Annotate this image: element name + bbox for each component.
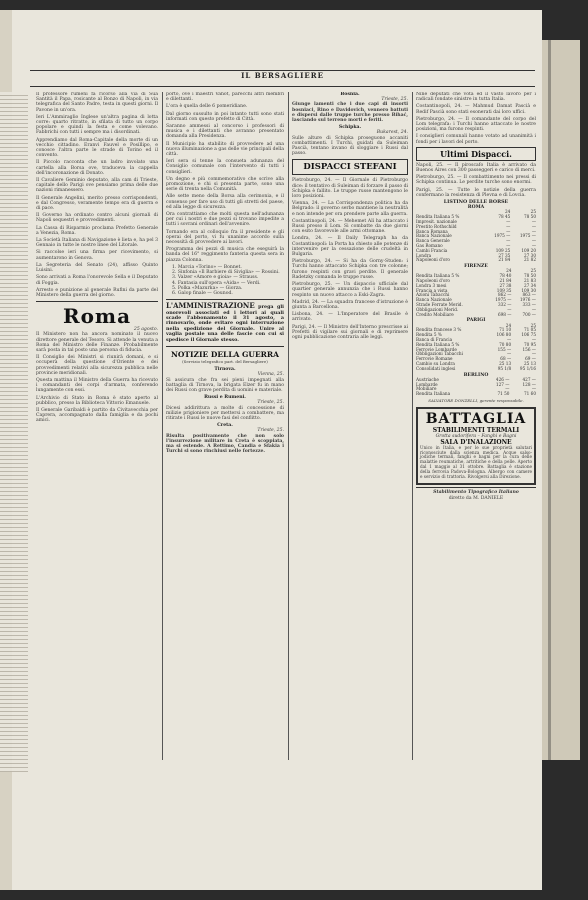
- table-cell: —: [531, 243, 536, 249]
- roma-paragraph: L'Archivio di Stato in Roma è stato aperto al pubblico, presso la Biblioteca Vittorio Emanuele.: [36, 395, 158, 406]
- news-item: Il professore rumeni fa ricorso alla via di Sua Santità il Papa, rosicante al Bonzo di Napoli, in via telegrafica del Santo Padre, testa in questi giorni. Il Pavone in un'ora.: [36, 92, 158, 113]
- news-item: La Società Italiana di Navigazione è lieta e, ha pel 3 Gennaio in tutte le nostre linee del Litorale.: [36, 238, 158, 249]
- news-item: Ieri L'Ammiraglio Inglese un'altra pagina di lotta corre: quarto ritratto, in sfilata di tutto un corpo popolare e quindi la festa e come volevano. Fabbrichi con tutti i sempre ma i disordinati.: [36, 114, 158, 136]
- gerente-line: SALVATORE DONZELLI, gerente responsabile.: [428, 397, 524, 403]
- schipka-heading: Schipka.: [338, 125, 362, 131]
- column-divider-3: [412, 92, 413, 760]
- notizie-guerra-title: NOTIZIE DELLA GUERRA: [171, 349, 279, 359]
- table-cell: —: [506, 223, 511, 229]
- table-cell: Rendita francese 3 %: [416, 327, 462, 333]
- masthead-rule-bottom: [30, 86, 535, 87]
- bosnia-heading: Bosnia.: [340, 92, 360, 97]
- table-cell: Banca Nazionale: [416, 233, 452, 239]
- printer-line: Stabilimento Tipografico Italiano: [433, 490, 519, 496]
- table-cell: —: [531, 386, 536, 392]
- news-items-list: [36, 92, 158, 298]
- table-cell: 71 10: [499, 327, 512, 333]
- dispatch-item: Napoli, 25. — Il piroscafo Italia è arrivato da Buenos Aires con 300 passeggeri e carico di merci.: [416, 162, 536, 174]
- table-cell: 71 60: [524, 391, 536, 397]
- table-cell: —: [531, 306, 536, 312]
- table-cell: 156 —: [522, 346, 536, 352]
- column-3: [292, 92, 408, 760]
- russi-heading: Russi e Rumeni.: [204, 395, 246, 401]
- header-cell: 24: [506, 268, 512, 274]
- news-item: L'ora è quella delle 6 pomeridiane.: [166, 104, 248, 110]
- table-cell: Prestito Rothschild: [416, 223, 457, 229]
- dispatch-item: Pietroburgo, 24. — Si ha da Gorny-Studen: i Turchi hanno attaccato Schipka con tre colonne; furono respinti con gravi perdite. Il generale Radetzky comanda le truppe russe.: [292, 259, 408, 280]
- section-rule: [416, 487, 536, 488]
- table-cell: Credito Mobiliare: [416, 311, 454, 317]
- adjacent-page-column: [0, 92, 28, 772]
- news-item: Il Governo ha ordinato contro alcuni giornali di Napoli sequestri e provvedimenti.: [36, 213, 158, 224]
- roma-paragraph: Il Ministero non ha ancora nominato il nuovo direttore generale del Tesoro. Si attende la venuta a Roma del Ministro delle Finanze. Probabilmente sarà posta in tal posto una persona di fiducia.: [36, 332, 158, 353]
- table-cell: 68 —: [500, 356, 512, 362]
- table-cell: 21 82: [524, 257, 536, 263]
- program-item: 4. Fantasia sull'opera «Aida» — Verdi.: [172, 280, 261, 286]
- table-cell: 333 —: [522, 302, 536, 307]
- header-cell: 24: [505, 209, 511, 215]
- table-cell: 78 40: [499, 273, 512, 279]
- table-cell: 25 13: [499, 360, 512, 366]
- listino-title: LISTINO DELLE BORSE: [443, 199, 509, 206]
- table-cell: 1975 —: [494, 233, 511, 239]
- table-cell: 70 80: [499, 341, 512, 347]
- table-cell: Napoleoni d'oro: [416, 257, 450, 263]
- dispatch-item: Pietroburgo, 24. — Il Giornale di Pietroburgo dice: il tentativo di Suleiman di forzare il passo di Schipka è fallito. Le truppe russe mantengono le loro posizioni.: [292, 178, 408, 200]
- table-cell: 127 —: [495, 381, 510, 387]
- table-cell: 863 —: [522, 292, 536, 298]
- table-cell: Obbligazioni Tabacchi: [416, 351, 463, 357]
- table-row: [416, 392, 536, 397]
- roma-section-title: Roma: [62, 304, 132, 329]
- news-item: Dal giorno sussulto in poi intanto tutti sono stati informati con questo prefetto di Città.: [166, 111, 284, 122]
- amministrazione-text: prega gli onorevoli associati ed i lettori ai quali scade l'abbonamento il 31 agosto, a rinnovarlo, onde evitare ogni interruzione nella spedizione del Giornale. Unire al vaglia postale una delle fascie con cui si spedisce il Giornale stesso.: [166, 304, 284, 343]
- table-cell: Consolidati inglesi: [416, 365, 456, 371]
- roma-paragraph: Il Generale Garibaldi è partito da Civitavecchia per Caprera, accompagnato dalla famiglia e da pochi amici.: [36, 407, 158, 424]
- table-cell: 698 —: [497, 311, 512, 317]
- table-cell: Banca Romana: [416, 228, 448, 234]
- ultimi-dispacci-title: Ultimi Dispacci.: [440, 148, 512, 159]
- table-cell: 71 50: [497, 391, 510, 397]
- table-cell: 862 —: [497, 292, 512, 298]
- column-2: [166, 92, 284, 760]
- ad-text: Unico in Italia, e per le sue proprietà salutari riconosciute dalla scienza medica. Acque salso-jodiche termali, fanghi e bagni per la cura delle malattie reumatiche, artritiche e della pelle. Aperto dal 1 maggio al 31 ottobre. Battaglia è stazione della ferrovia Padova-Bologna. Albergo con camere e servizio di trattoria. Rivolgersi alla Direzione.: [420, 444, 532, 479]
- tirnova-dateline: Vienna, 25.: [257, 372, 284, 378]
- table-cell: Banca di Francia: [416, 336, 453, 342]
- dispatch-item: Vienna, 24. — La Corrispondenza politica ha da Belgrado: il governo serbo mantiene la neutralità e non intende per ora prendere parte alla guerra.: [292, 201, 408, 217]
- header-cell: 25: [530, 209, 536, 215]
- table-cell: 27 38: [499, 282, 512, 288]
- table-cell: 95 1/16: [519, 365, 536, 371]
- ad-title: BATTAGLIA: [425, 410, 527, 427]
- parigi-market-label: PARIGI: [466, 318, 486, 324]
- table-cell: Cambi Francia: [416, 247, 448, 253]
- music-program: [166, 265, 284, 296]
- table-cell: 1975 —: [519, 233, 536, 239]
- tirnova-heading: Tirnova.: [214, 367, 236, 373]
- table-cell: 27 35: [498, 252, 511, 258]
- table-cell: Obbligazioni Merid.: [416, 306, 459, 312]
- creta-text: Risulta positivamente che non solo l'insurrezione militare in Creta è scoppiata, ma si estende. A Rettimo, Candia e Sfakia i Turchi si sono rinchiusi nelle fortezze.: [166, 433, 284, 455]
- creta-heading: Creta.: [217, 423, 233, 429]
- table-cell: 27 30: [524, 252, 536, 258]
- news-item: Un degno e più commemorativo che scrive alla promozione, e chi si presenta parte, sono una serie di trenta nella Comunità.: [166, 176, 284, 193]
- printer-sub: diretto da M. DANIELE: [448, 495, 504, 501]
- table-cell: Rendita 5 %: [416, 332, 442, 338]
- program-item: 5. Polka «Mazurka» — Giorza.: [172, 285, 243, 291]
- roma-market-table: [416, 210, 536, 263]
- news-item: Ieri sera si tenne la consueta adunanza del Consiglio comunale con l'intervento di tutti i consiglieri.: [166, 159, 284, 175]
- table-cell: Azioni Tabacchi: [416, 292, 450, 298]
- table-cell: Londra 3 mesi: [416, 282, 447, 288]
- table-cell: 332 —: [497, 302, 512, 307]
- table-cell: Ferrovie Lombarde: [416, 346, 457, 352]
- table-cell: 427 —: [522, 376, 536, 382]
- table-cell: Rendita Italiana 5 %: [416, 214, 460, 220]
- news-item: Alle sette meno della Borsa alla cerimonia, e il consenso per fare uso di tutti gli stretti del paese, ed alla legge di sicurezza.: [166, 194, 284, 210]
- table-cell: 700 —: [522, 311, 536, 317]
- dispatch-item: Pietroburgo, 25. — Un dispaccio ufficiale dal quartier generale annunzia che i Russi hanno respinto un nuovo attacco a Eski-Zagra.: [292, 282, 408, 298]
- table-cell: —: [506, 219, 511, 225]
- dispatch-item: Londra, 24. — Il Daily Telegraph ha da Costantinopoli: la Porta ha chiesto alle potenze di intervenire per la cessazione delle crudeltà in Bulgaria.: [292, 236, 408, 258]
- table-cell: 1976 —: [519, 297, 536, 303]
- roma-paragraph: Il Consiglio dei Ministri si riunirà domani, e si occuperà della questione d'Oriente e dei provvedimenti relativi alla sicurezza pubblica nelle provincie meridionali.: [36, 355, 158, 376]
- binding-shadow: [548, 40, 551, 760]
- table-cell: Austriache: [416, 376, 439, 382]
- table-cell: —: [505, 386, 510, 392]
- dispatch-item: Pietroburgo, 25. — Il combattimento nei pressi di Schipka continua. Le perdite turche sono enormi.: [416, 175, 536, 186]
- dispacci-stefani-title: DISPACCI STEFANI: [303, 162, 397, 173]
- table-cell: 25 13: [524, 360, 536, 366]
- news-item: La Cassa di Risparmio proclama Prefetto Generale a Venezia, Roma.: [36, 225, 158, 236]
- ad-subtitle: STABILIMENTI TERMALI: [432, 426, 520, 434]
- dispatch-item: Lisbona, 24. — L'Imperatore del Brasile è arrivato.: [292, 312, 408, 323]
- header-cell: 24: [505, 322, 512, 328]
- table-cell: 109 35: [496, 287, 512, 293]
- dispatch-item: Parigi, 24. — Il Ministro dell'Interno prescrisse ai Prefetti di vigilare sui giornali e di reprimere ogni pubblicazione contraria alle leggi.: [292, 324, 408, 340]
- ad-line: Grotta sudorifera – Fanghi e Bagni: [435, 433, 517, 439]
- table-cell: —: [506, 351, 512, 357]
- header-cell: 25: [530, 322, 536, 328]
- table-cell: 27 34: [524, 282, 536, 288]
- news-item: Apprendiamo dal Roma-Capitale della morte di un vecchio cittadino. Eranvi Fauvel e Posillipo, e conosce l'altra parte le strade di Torino ed il convento.: [36, 137, 158, 159]
- program-item: 3. Valzer «Amore e gioia» — Strauss.: [172, 275, 259, 281]
- table-cell: Lombarde: [416, 381, 438, 387]
- table-cell: 426 —: [495, 376, 510, 382]
- roma-dateline: 25 agosto.: [133, 327, 158, 333]
- table-cell: 1975 —: [495, 297, 512, 303]
- table-cell: —: [531, 223, 536, 229]
- section-rule: [36, 301, 158, 302]
- table-cell: Mobiliare: [416, 386, 437, 392]
- news-item: Il Generale Angelini, merito presso corrispondenti, e dal Congresso, veramente tempo era di guerra e di pace.: [36, 195, 158, 212]
- table-cell: 71 05: [524, 327, 536, 333]
- table-cell: Strade Ferrate Merid.: [416, 302, 463, 307]
- table-cell: 21 84: [499, 278, 512, 284]
- table-cell: 109 25: [495, 247, 511, 253]
- table-cell: Francia a vista: [416, 287, 448, 293]
- battaglia-advertisement: [416, 407, 536, 486]
- news-item: La Segreteria del Senato (24), affisso Quinto Luisini.: [36, 262, 158, 274]
- notizie-guerra-subtitle: (Servizio telegrafico part. del Bersagliere): [182, 358, 268, 364]
- table-cell: Londra: [416, 252, 432, 258]
- table-cell: 128 —: [522, 381, 536, 387]
- news-item: Il Piccolo racconta che un ladro involato una cartella alla Borsa ove, traduceva la cappella dell'incoronazione di Donato.: [36, 160, 158, 176]
- schipka-text: Sulle alture di Schipka proseguono accaniti combattimenti. I Turchi, guidati da Suleiman Pascià, tentano invano di sloggiare i Russi dal passo.: [292, 135, 408, 157]
- table-cell: Ferrovie Romane: [416, 356, 453, 362]
- news-item: Sono arrivati a Roma l'onorevole Sella e il Deputato di Foggia.: [36, 275, 158, 286]
- tirnova-text: Si assicura che fra sei pieni impegnati alla battaglia di Tirnova, la brigata Elzer fu in mano dei Russi con grave perdita di uomini e materiale.: [166, 377, 284, 393]
- table-cell: 21 83: [524, 278, 536, 284]
- header-cell: 25: [530, 268, 536, 274]
- table-cell: 70 95: [524, 341, 536, 347]
- column-4: [416, 92, 536, 760]
- news-item: Nine deputati che vota ed il vasto lavoro per i radicali fondate sinistre in tutta Italia.: [416, 92, 536, 103]
- schipka-dateline: Bukarest, 24.: [376, 130, 408, 136]
- russi-text: Dicesi addirittura a molte di concessione di milizie prigioniere per mettersi a combattere, ma ritirate i Russi le nuove fasi del conflitto.: [166, 405, 284, 421]
- berlino-market-label: BERLINO: [463, 372, 489, 378]
- russi-dateline: Trieste, 25.: [257, 400, 284, 406]
- news-item: I consiglieri comunali hanno votato ad unanimità i fondi per i lavori del porto.: [416, 134, 536, 145]
- table-row: [416, 258, 536, 263]
- table-cell: —: [531, 228, 536, 234]
- news-item: Pietroburgo, 24. — Il comandante del corpo del Lom telegrafa: i Turchi hanno attaccato le nostre posizioni, ma furono respinti.: [416, 116, 536, 133]
- table-cell: Banca Generale: [416, 238, 450, 244]
- table-cell: Cambio su Londra: [416, 360, 455, 366]
- section-rule: [166, 299, 284, 300]
- table-cell: Impresit. nazionale: [416, 219, 457, 225]
- section-rule: [166, 346, 284, 347]
- table-cell: —: [506, 238, 511, 244]
- table-cell: —: [506, 228, 511, 234]
- table-row: [416, 313, 536, 318]
- dispatch-item: Costantinopoli, 24. — Mehemet Alì ha attaccato i Russi presso il Lom. Si combatte da due giorni con esito favorevole alle armi ottomane.: [292, 218, 408, 235]
- news-item: porto, ove i maestri Vahot, parecchi altri membri e dilettanti.: [166, 92, 284, 103]
- news-item: Programma dei pezzi di musica che eseguirà la banda del 16° reggimento fanteria questa sera in piazza Colonna.: [166, 247, 284, 263]
- table-cell: 78 50: [524, 273, 536, 279]
- bosnia-dateline: Trieste, 25.: [381, 97, 408, 103]
- newspaper-title: IL BERSAGLIERE: [241, 71, 324, 80]
- table-cell: 106 75: [521, 332, 536, 338]
- news-item: Tornando era al colloquio fra il presidente e gli operai del porto, vi fu unanime accordo sulla necessità di provvedere ai lavori.: [166, 229, 284, 246]
- table-cell: —: [506, 336, 512, 342]
- masthead-rule-top: [30, 70, 535, 71]
- dispatch-item: Madrid, 24. — La squadra francese d'istruzione è giunta a Barcellona.: [292, 299, 408, 310]
- table-cell: —: [506, 243, 511, 249]
- table-cell: 109 30: [521, 287, 536, 293]
- table-cell: —: [531, 336, 536, 342]
- table-cell: —: [531, 219, 536, 225]
- table-cell: —: [531, 238, 536, 244]
- table-cell: Rendita Italiana: [416, 391, 451, 397]
- masthead: [30, 70, 535, 86]
- creta-dateline: Trieste, 25.: [257, 428, 284, 434]
- bosnia-text: Giunge lamenti che i due capi di insorti bosniaci, Rino e Davidovich, vennero battuti e dispersi dalle truppe turche presso Bihać, lasciando sul terreno morti e feriti.: [292, 102, 408, 124]
- table-cell: 78 50: [524, 214, 536, 220]
- table-cell: Napoleoni d'oro: [416, 278, 450, 284]
- roma-paragraph: Questa mattina il Ministro della Guerra ha ricevuto i comandanti dei corpi d'armata, conferendo lungamente con essi.: [36, 377, 158, 394]
- table-cell: 95 1/8: [497, 365, 512, 371]
- table-cell: Gas Romano: [416, 243, 443, 249]
- table-cell: —: [507, 306, 512, 312]
- table-cell: 21 84: [498, 257, 511, 263]
- table-cell: Rendita Italiana 5 %: [416, 273, 460, 279]
- table-row: [416, 367, 536, 372]
- parigi-market-table: [416, 324, 536, 372]
- firenze-market-table: [416, 269, 536, 317]
- firenze-market-label: FIRENZE: [464, 264, 488, 270]
- news-item: Saranno ammessi al concorso i professori di musica e i dilettanti che avranno presentato domanda alla Presidenza.: [166, 124, 284, 140]
- ad-sala: SALA D'INALAZIONE: [440, 438, 512, 446]
- column-divider-2: [288, 92, 289, 760]
- table-cell: 155 —: [497, 346, 512, 352]
- news-item: Si raccolse ieri una firma per ricevimento, si aumentarono in Genova.: [36, 250, 158, 261]
- berlino-market-table: [416, 378, 536, 397]
- dispatch-item: Parigi, 25. — Tutte le notizie della guerra confermano la resistenza di Plevna e di Lovcia.: [416, 187, 536, 198]
- program-item: 6. Galop finale — Gounod.: [172, 290, 233, 296]
- ultimi-dispacci-header: [416, 147, 536, 161]
- news-item: Ora contrattiamo che molti questa nell'adunanza per cui i nostri e due pezzi si trovano impedite a tutti i sovrani ordinari dell'avvenire.: [166, 212, 284, 228]
- amministrazione-notice: [166, 303, 284, 343]
- table-cell: 69 —: [525, 356, 536, 362]
- dispacci-stefani-header: [292, 159, 408, 175]
- table-cell: —: [531, 351, 536, 357]
- table-cell: 78 45: [498, 214, 511, 220]
- table-cell: 109 20: [521, 247, 536, 253]
- table-cell: Rendita Italiana 5 %: [416, 341, 460, 347]
- news-item: Il Municipio ha stabilito di provvedere ad una nuova illuminazione a gas delle vie principali della città.: [166, 141, 284, 158]
- column-1: [36, 92, 158, 760]
- program-item: 2. Sinfonia «Il Barbiere di Siviglia» — Rossini.: [172, 270, 280, 276]
- table-cell: Banca Nazionale: [416, 297, 452, 303]
- table-cell: 106 80: [496, 332, 512, 338]
- news-item: Arresto e punizione al generale Rufini da parte del Ministero della guerra del giorno.: [36, 287, 158, 298]
- news-item: Costantinopoli, 24. — Mahmud Damat Pascià e Redif Pascià sono stati esonerati dai loro uffici.: [416, 104, 536, 115]
- column-divider-1: [162, 92, 163, 760]
- amministrazione-title: L'AMMINISTRAZIONE: [166, 301, 255, 311]
- roma-market-label: ROMA: [467, 205, 485, 211]
- news-item: Il Cavaliere Geminio deputato, alla cam di Trieste, capitale dello Parigi ove pensiamo prima delle due nazioni rimanessero.: [36, 178, 158, 194]
- program-item: 1. Marcia «Torino» — Bonnet.: [172, 264, 242, 270]
